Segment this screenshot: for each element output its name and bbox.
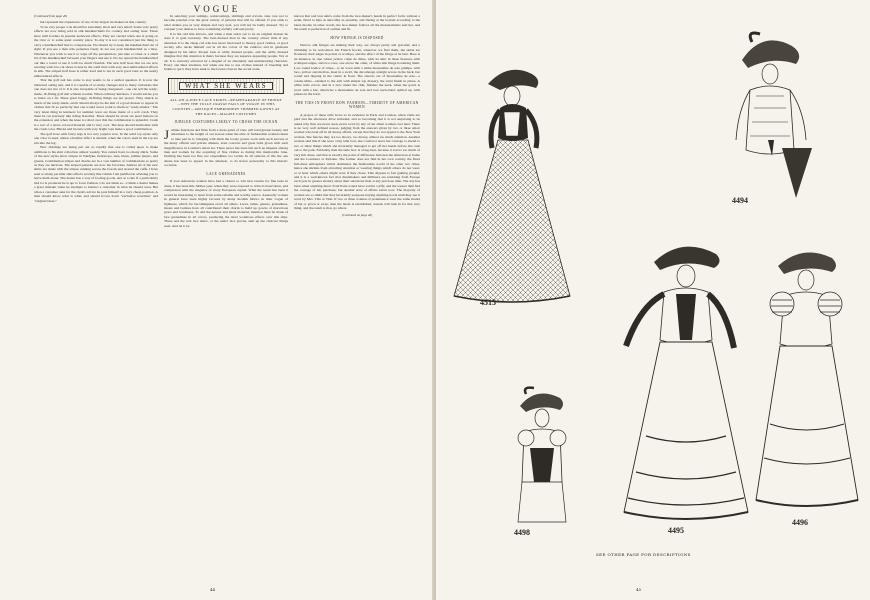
paragraph: In selecting your suitings, waistcoatings, shirtings and cravats, take care not to become puzzled over the great variety of patterns that will be offered. If you stick to what strikes you as very simple and very neat, you will not be badly dressed. Try to conquer your desires to have something awfully odd and pretty.	[164, 14, 288, 32]
fringe-heading: HOW FRINGE IS DISPOSED	[330, 35, 384, 40]
page-number-right: 45	[636, 587, 642, 592]
tulle-paragraph: A propos of these tulle bows so in evidence in Paris and London, when visits are paid and the afternoon drive included, and so becoming that it is not surprising to be asked why they are never seen, never worn by any of our smart women over here. There is no very well defined reason, judging from the answers given by two or three smart women who lead off in all dressy affairs, except that they do not appeal to the New York woman. She fancies they are too showy, too dressy, almost too much attention. Another woman said that if she wore a big tulle bow, she could not leave her carriage to attend to two or three things which she invariably managed to get off her hands before she rode out to the park. Evidently then the tulle bow is a bug-bear, because it savors too much of very full dress, and that is exactly the point of difference between the American at home and the Londoner or Parisian. The former does not find in her own country the fixed full-dress atmosphere which dominates the fashionable world of the other two cities, hence she shrinks from attracting attention or wearing things which others do not wear, or at least which others might wear if they chose. This shyness is fast gaining ground, and it is a well-known fact that dressmakers and milliners are returning from Europe each year in greater anxiety about their selections than at any previous time. The day has been when anything direct from Paris would have sold in a jiffy, and the wearer then had the courage of her purchase; but another state of affairs exists now. The majority of women are so timid that they invariably postpone buying anything novel until they see it worn by Mrs. This or That. If two or three women of prominence wear the same model of hat or gown or wrap, then the mode is established, dozens will rush in for that very thing, and the result is that, go where	[294, 112, 420, 211]
figure-number-4494: 4494	[732, 196, 748, 205]
figure-4515-illustration	[448, 60, 578, 310]
paragraph: That the golf suit has come to stay seems to be a settled question. It is now the universal outing suit, and it is capable of so many changes and so many variations that one does not tire of it. It is also incapable of being cheapened—one can tell the ready-made, ill-fitting golf suit without trouble. When ordinary knickers, I would advise you to insist on a fit. These great baggy, ill-fitting things are not proper. They smack so much of the ready-made, and it should always be the aim of a good dresser to appear in clothes that fit so perfectly that one would never point to them as "ready-mades." The very latest thing in knickers for summer wear are those made of a soft crash. They must be cut precisely like riding breeches. There should be about six pearl buttons on the extension and when the knee is rolled over this the combination is splendid. Crash is a sort of a straw-colored material and is very cool. The hose should harmonize with the crash color. Blacks and browns with very bright tops make a good combination.	[34, 78, 158, 132]
grenadine-heading: LACE GRENADINES	[206, 171, 246, 176]
continued-from: (Continued from page 40)	[34, 14, 68, 18]
paragraph: New shirtings are being put out so rapidly that one is called upon to make additions to his shirt collection almost weekly. You cannot have too many shirts. Some of the new styles show stripes in Vandyke, heliotrope, tans, blues, jubilee purple, and greens. Combination stripes and checks are in a vast number of combinations as pretty as they are intricate. The striped patterns are now the favorites. Almost all of the new shirts are made with the stripes running across the bosom and around the cuffs. I have seen so many peculiar shirt effects recently that I think I am justified in advising you to leave them alone. The dealer has a way of fooling goods, and as a rule if a particularly bad lot is produced he is apt to force fashion. I do not think so—I think a dealer makes a great mistake when he attempts to instruct a customer in what he should wear. But when a customer asks for the clerk's advice he puts himself in a very cheap position. A man should know what is what, and should frown down "exclusive novelties" and "original ideas."	[34, 145, 158, 203]
column-3	[294, 14, 420, 584]
right-page	[436, 0, 870, 600]
grenadine-paragraph: If ever American women have had a chance to win new laurels for fine taste in dress, it has been this Jubilee year, when they were exposed to critical observation, and comparison with the elegance of every European capital. What the result has been it would be interesting to learn from some reliable and worthy source. Assuredly women in general have been highly favored by many modish fabrics in their vogue of lightness, which for becomingness excel all others. Laces, tulles, gauzes, grenadines, linons and batistes have all contributed their charm to build up gowns of marvelous grace and loveliness. To add the newest and latest material, mention must be made of lace grenadines in all colors, producing the most wondrous effects over silk slips. These and the real lace skirts, or the entire lace gowns, sum up the choicest things seen. And let it be	[164, 179, 288, 228]
jubilee-paragraph	[164, 128, 288, 168]
tulle-heading: THE TIES IN FRONT BOW FASHION—TIMIDITY OF AMERICAN WOMEN	[295, 100, 419, 110]
section-subhead: ALL-ON-A-PIECE LACE SKIRTS—REAPPEARANCE OF FRINGE—WHY THE TULLE CRAVAT FAILS OF VOGUE IN THIS COUNTRY—APPLIQUÉ EMBROIDERY TRIMMED GOWNS AT THE RACES—MAGPIE COSTUMES	[170, 97, 282, 116]
drop-cap: J	[164, 126, 170, 142]
figure-number-4496: 4496	[792, 518, 808, 527]
jubilee-heading: JUBILEE COSTUMES LIKELY TO CROSS THE OCEAN	[174, 120, 278, 125]
column-2	[164, 14, 288, 584]
paragraph: To be very proper a tie should be extremely short and very small. Some very pretty effects are now being sold in silk handkerchiefs for country and outing wear. These have twill borders in popular neckwear effects. They are carried when one is going on the river or to some quiet country place. To-day it is not considered just the thing to carry a handkerchief that is conspicuous. We should try to keep the handkerchief out of sight. If you see a man who perspires freely do not use your handkerchief as a mop. Whenever you wish to use it to wipe off the perspiration, just take a corner or a small bit of the handkerchief between your fingers and use it. Do not spread the handkerchief out like a towel or use it with too much flourish. The new half hose that we are now wearing with low-cut shoes is best in the solid tints with very neat embroidered effects in silk. The striped half hose is rather loud and is not in such good taste as the neatly embroidered effects.	[34, 24, 158, 78]
figure-4498-illustration	[506, 386, 576, 526]
column-1	[34, 14, 158, 584]
page-number-left: 44	[210, 587, 216, 592]
paragraph: The golf hose with fancy legs is not very popular now. In the solid top styles only one color is used, unless a heather effect is desired, when the colors used in the top are run into the leg.	[34, 131, 158, 145]
figure-4496-illustration	[752, 244, 862, 514]
fringe-paragraph: Narrow silk fringes are making their way, are always pretty and graceful, and a trimming to be welcomed. On French frocks, wherever we find them, the skirts are flounced, their edges in points or scallops, and the effect of the fringe at its best. Here is an instance, in ripe wheat yellow crêpe de chine, with its skirt in three flounces with scalloped edges, and two rows, one above the other, of white silk fringe bordering them. Low round bodice of crêpe—to be worn with a white mousseline de soie guimpe, with lace, yellow and mellow, inset in a swirl, the décolletage straight across in the back, but round and dipping in the centre in front. The sleeves are of mousseline de soie—a cream-white—slashed to the arm with simple top drapery, the wrist finish in plisse. A white tulle cravat, tied in a bow under the chin, finishes the neck, when the gown is worn with a hat; otherwise a mousseline de soie and lace neck-band, spilled up, with plisses in the back.	[294, 43, 420, 97]
figure-number-4495: 4495	[668, 526, 684, 535]
figure-4494-illustration	[712, 30, 822, 200]
banner-title: WHAT SHE WEARS	[179, 82, 273, 90]
section-banner	[168, 78, 284, 94]
figure-number-4498: 4498	[514, 528, 530, 537]
figure-number-4515: 4515	[480, 298, 496, 307]
jubilee-text: ubilee functions and fêtes from a dress point of view will lend greater beauty and smartness to the height of our season when the elite of fashionable women return to take part in it, bringing with them the lovely gowns worn with such success at the many official and private dinners, state concerts and great balls given with such magnificence in London's smart set. There never has been felt such an impetus among men and women for the acquiring of fine clothes as during this memorable June. Nothing has been too fine nor expenditure too lavish. In all stations of life the one desire has been to appear in the smartest, to do honor personally to this historic occasion.	[164, 127, 288, 168]
figure-4495-illustration	[616, 236, 756, 526]
paragraph: but represent the experience of one of the largest tie makers in this country.	[40, 20, 147, 25]
paragraph: known that real lace skirts come from the lace-maker's hands in perfect form, without a seam, fitted to hips as smoothly as possible, and flaring at the bottom according to the latest model. In other words, the lace-maker follows all the measurements sent her, and the result is perfection of outline and fit.	[294, 14, 420, 32]
see-descriptions-note: SEE OTHER PAGE FOR DESCRIPTIONS	[596, 552, 691, 557]
continued-on: (Continued on page 46)	[341, 212, 373, 217]
paragraph: It is the odd that attracts, and when a man starts out to be an original dresser he does it to gain notoriety. The best-dressed men in the country attract little if any attention. It is the cheap cad who has never been used to money, good clothes, or good society who decks himself out in all the colors of the rainbow and in garments designed by his tailor. People look at oddly dressed people, and the oddly dressed imagine that this attention is theirs because they are superior-appearing people. Not at all. It is curiosity attracted by a magnet of an absolutely and uninteresting character. Every one likes attention, but when one has to use clothes instead of breeding and brains to get it they have sunk to the lowest class in the social scale.	[164, 31, 288, 72]
left-page	[0, 0, 434, 600]
masthead: VOGUE	[193, 4, 241, 14]
